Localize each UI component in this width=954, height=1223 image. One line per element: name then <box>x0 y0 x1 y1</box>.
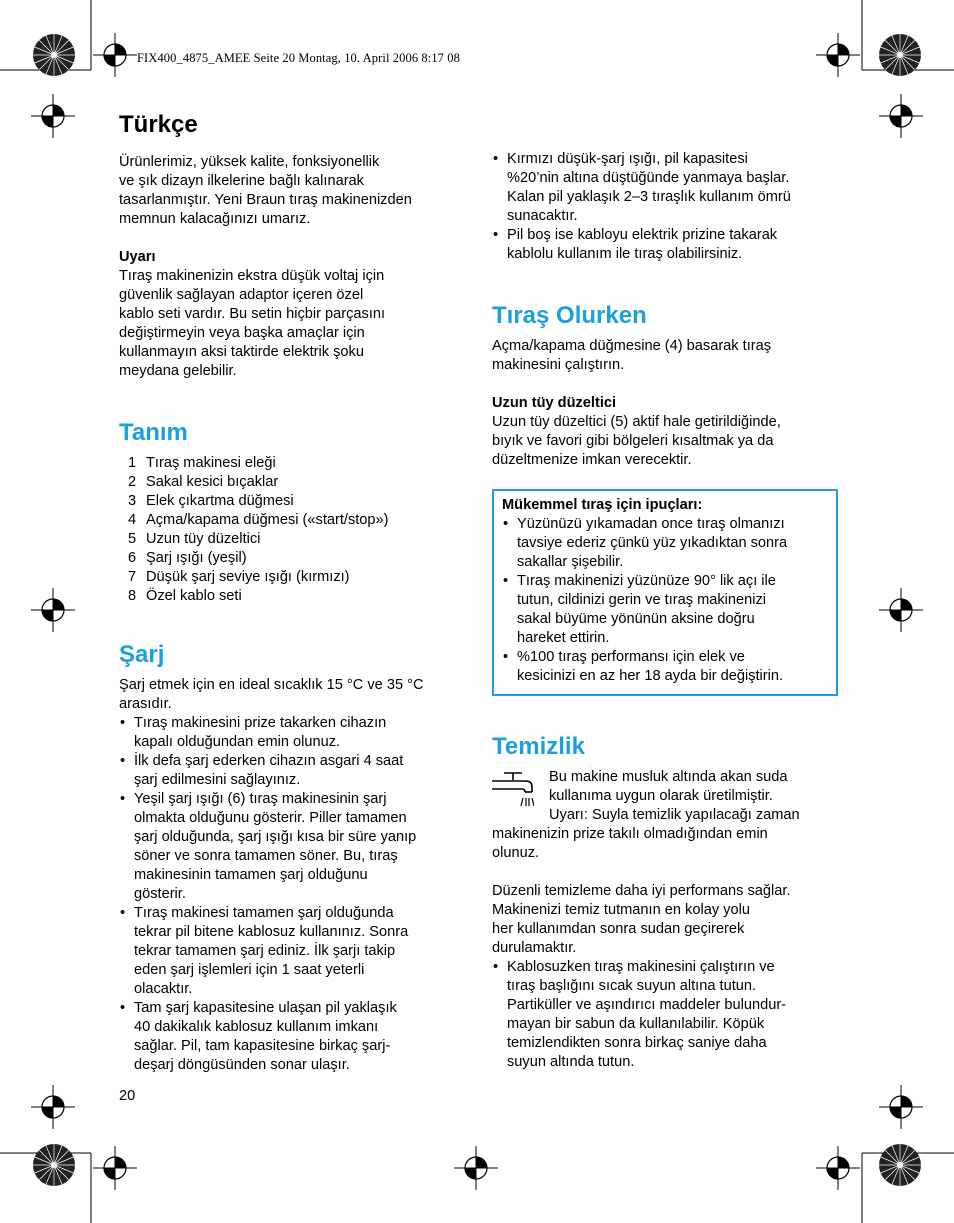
list-item: 7 Düşük şarj seviye ışığı (kırmızı) <box>128 569 350 585</box>
list-item: 3 Elek çıkartma düğmesi <box>128 493 294 509</box>
text-line: durulamaktır. <box>492 940 577 956</box>
text-line: Şarj etmek için en ideal sıcaklık 15 °C ve 35 °C <box>119 677 424 693</box>
trimmer-title: Uzun tüy düzeltici <box>492 395 617 411</box>
text-line: kullanmayın aksi taktirde elektrik şoku <box>119 344 364 360</box>
cleaning-paragraph <box>492 882 838 958</box>
text-line: her kullanımdan sonra sudan geçirerek <box>492 921 745 937</box>
left-column <box>119 110 464 1075</box>
warning-title: Uyarı <box>119 249 156 265</box>
right-column <box>492 150 838 1072</box>
list-item: • Pil boş ise kabloyu elektrik prizine takarak kablolu kullanım ile tıraş olabilirsiniz. <box>492 226 838 264</box>
list-item: 5 Uzun tüy düzeltici <box>128 531 261 547</box>
text-line: makinenizin prize takılı olmadığından emin <box>492 826 768 842</box>
text-line: Ürünlerimiz, yüksek kalite, fonksiyonellik <box>119 154 380 170</box>
text-line: meydana gelebilir. <box>119 363 237 379</box>
tips-box <box>492 489 838 696</box>
cleaning-heading: Temizlik <box>492 733 585 760</box>
list-item: • %100 tıraş performansı için elek ve kesicinizi en az her 18 ayda bir değiştirin. <box>502 648 827 686</box>
tap-note <box>492 768 838 863</box>
description-heading: Tanım <box>119 419 188 446</box>
print-header: FIX400_4875_AMEE Seite 20 Montag, 10. April 2006 8:17 08 <box>137 51 460 65</box>
page-number: 20 <box>119 1088 136 1104</box>
shaving-heading: Tıraş Olurken <box>492 302 647 329</box>
tips-bullets <box>502 515 827 686</box>
text-line: Uzun tüy düzeltici (5) aktif hale getirildiğinde, <box>492 414 781 430</box>
text-line: Düzenli temizleme daha iyi performans sağlar. <box>492 883 791 899</box>
list-item: 8 Özel kablo seti <box>128 588 242 604</box>
intro-paragraph <box>119 153 464 229</box>
text-line: güvenlik sağlayan adaptor içeren özel <box>119 287 364 303</box>
list-item: • Tıraş makinesi tamamen şarj olduğunda tekrar pil bitene kablosuz kullanınız. Sonra tekrar tamamen şarj ediniz. İlk şarjı takip eden şarj işlemleri için 1 saat yeterli olacaktır. <box>119 904 464 999</box>
text-line: Bu makine musluk altında akan suda <box>549 769 788 785</box>
list-item: • Yeşil şarj ışığı (6) tıraş makinesinin şarj olmakta olduğunu gösterir. Piller tamamen şarj olduğunda, şarj ışığı kısa bir süre yanıp söner ve sonra tamamen söner. Bu, tıraş makinesinin tamamen şarj olduğunu gösterir. <box>119 790 464 904</box>
list-item: • Tıraş makinenizi yüzünüze 90° lik açı ile tutun, cildinizi gerin ve tıraş makinenizi sakal büyüme yönünün aksine doğru hareket ettirin. <box>502 572 827 648</box>
shaving-intro <box>492 337 838 375</box>
charging-continued-bullets <box>492 150 838 264</box>
list-item: 6 Şarj ışığı (yeşil) <box>128 550 247 566</box>
cleaning-bullets <box>492 958 838 1072</box>
parts-list <box>119 454 464 606</box>
text-line: arasıdır. <box>119 696 172 712</box>
text-line: bıyık ve favori gibi bölgeleri kısaltmak ya da <box>492 433 774 449</box>
trimmer-paragraph <box>492 413 838 470</box>
page-title: Türkçe <box>119 111 198 138</box>
text-line: makinesini çalıştırın. <box>492 357 625 373</box>
tips-title: Mükemmel tıraş için ipuçları: <box>502 497 703 513</box>
tap-paragraph-continued <box>492 825 838 863</box>
text-line: memnun kalacağınızı umarız. <box>119 211 311 227</box>
text-line: ve şık dizayn ilkelerine bağlı kalınarak <box>119 173 364 189</box>
charging-heading: Şarj <box>119 641 165 668</box>
list-item: 2 Sakal kesici bıçaklar <box>128 474 279 490</box>
list-item: • Yüzünüzü yıkamadan once tıraş olmanızı tavsiye ederiz çünkü yüz yıkadıktan sonra sakallar şişebilir. <box>502 515 827 572</box>
text-line: Makinenizi temiz tutmanın en kolay yolu <box>492 902 750 918</box>
charging-bullets <box>119 714 464 1075</box>
text-line: Uyarı: Suyla temizlik yapılacağı zaman <box>549 807 800 823</box>
text-line: düzeltmenize imkan verecektir. <box>492 452 692 468</box>
water-tap-icon <box>492 770 534 810</box>
text-line: kablo seti vardır. Bu setin hiçbir parçasını <box>119 306 386 322</box>
text-line: Tıraş makinenizin ekstra düşük voltaj için <box>119 268 385 284</box>
tap-paragraph <box>492 768 838 825</box>
list-item: • Kırmızı düşük-şarj ışığı, pil kapasitesi %20’nin altına düştüğünde yanmaya başlar. Kalan pil yaklaşık 2–3 tıraşlık kullanım ömrü sunacaktır. <box>492 150 838 226</box>
charging-intro <box>119 676 464 714</box>
list-item: • Tam şarj kapasitesine ulaşan pil yaklaşık 40 dakikalık kablosuz kullanım imkanı sağlar. Pil, tam kapasitesine birkaç şarj- deşarj döngüsünden sonar ulaşır. <box>119 999 464 1075</box>
text-line: kullanıma uygun olarak üretilmiştir. <box>549 788 773 804</box>
text-line: Açma/kapama düğmesine (4) basarak tıraş <box>492 338 772 354</box>
text-line: olunuz. <box>492 845 540 861</box>
text-line: tasarlanmıştır. Yeni Braun tıraş makinenizden <box>119 192 412 208</box>
text-line: değiştirmeyin veya başka amaçlar için <box>119 325 365 341</box>
warning-paragraph <box>119 267 464 381</box>
list-item: • Kablosuzken tıraş makinesini çalıştırın ve tıraş başlığını sıcak suyun altına tutun. Partiküller ve aşındırıcı maddeler bulundur- mayan bir sabun da kullanılabilir. Köpük temizlendikten sonra birkaç saniye daha suyun altında tutun. <box>492 958 838 1072</box>
list-item: • İlk defa şarj ederken cihazın asgari 4 saat şarj edilmesini sağlayınız. <box>119 752 464 790</box>
list-item: 4 Açma/kapama düğmesi («start/stop») <box>128 512 389 528</box>
list-item: 1 Tıraş makinesi eleği <box>128 455 276 471</box>
list-item: • Tıraş makinesini prize takarken cihazın kapalı olduğundan emin olunuz. <box>119 714 464 752</box>
